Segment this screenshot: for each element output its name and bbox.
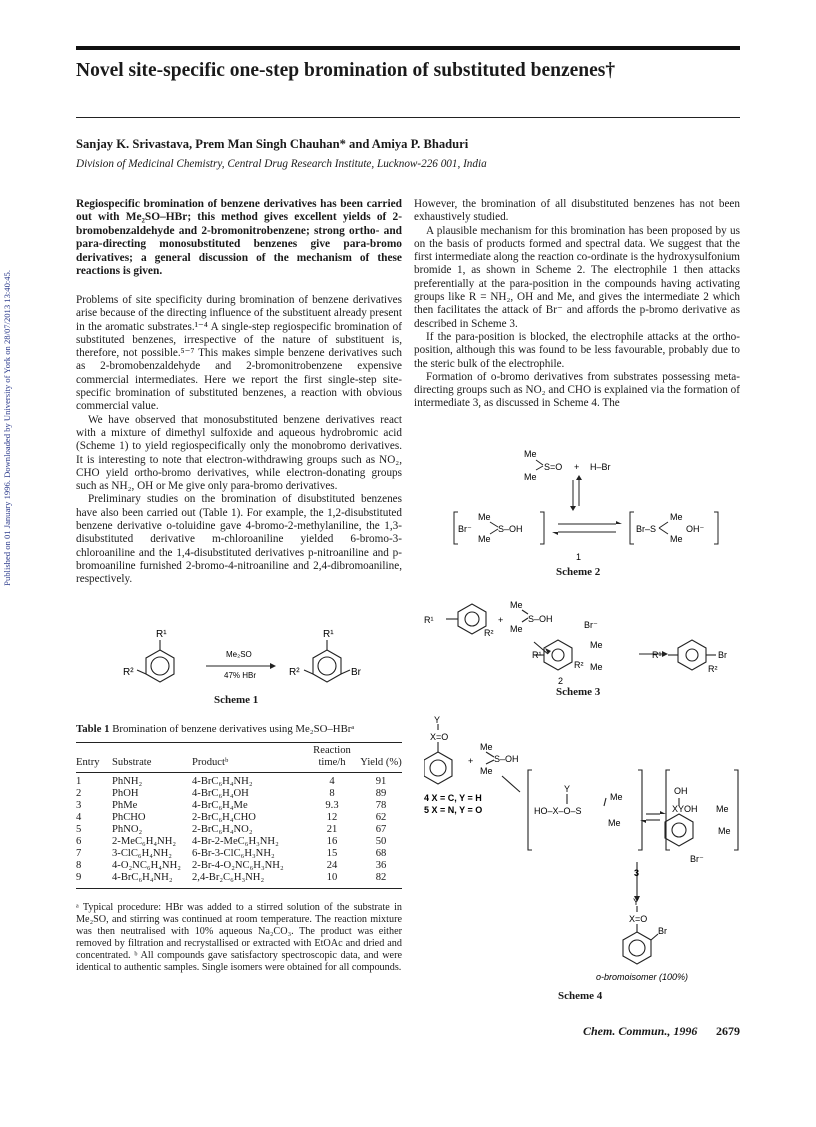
arrow-head — [270, 663, 276, 669]
col-header: Productᵇ — [192, 757, 229, 768]
col-header: Substrate — [112, 757, 152, 768]
table-cell: 2-MeC₆H₄NH₂ — [112, 836, 177, 847]
table-cell: 24 — [326, 860, 338, 871]
table-cell: 4-Br-2-MeC₆H₃NH₂ — [192, 836, 279, 847]
svg-text:XYOH: XYOH — [672, 804, 698, 814]
table-row — [76, 824, 402, 836]
svg-text:Me: Me — [510, 624, 523, 634]
table-cell: 5 — [76, 824, 82, 835]
scheme-4-caption: Scheme 4 — [558, 990, 603, 1002]
svg-text:Me: Me — [480, 742, 493, 752]
paragraph: Problems of site specificity during bromination of benzene derivatives arise because of the directing influence of the substituent already present in the aromatic substrates.¹⁻⁴ A single-step regiospecific bromination of substituted benzenes, irrespective of the nature of substituent is, therefore, not possible.⁵⁻⁷ This makes simple benzene derivatives such as 2-bromobenzaldehyde and 2-bromonitrobenzene expensive commercial intermediates. Here we report the first single-step site-specific bromination of substituted benzenes, a reaction with obvious commercial value. — [76, 294, 402, 413]
col-header: Reaction time/h — [313, 745, 351, 768]
col-header: Yield (%) — [360, 757, 402, 768]
svg-text:S–OH: S–OH — [498, 524, 523, 534]
svg-text:S–OH: S–OH — [494, 754, 519, 764]
svg-text:S=O: S=O — [544, 462, 563, 472]
br-label: Br — [351, 667, 361, 678]
table-cell: 67 — [375, 824, 387, 835]
table-cell: 4 — [329, 776, 335, 787]
table-cell: 89 — [375, 788, 387, 799]
article-title: Novel site-specific one-step bromination of substituted benzenes† — [76, 60, 616, 81]
svg-text:Me: Me — [670, 512, 683, 522]
table-cell: 1 — [76, 776, 82, 787]
compound-1-label: 1 — [576, 552, 582, 562]
table-cell: 10 — [326, 872, 338, 883]
table-cell: 12 — [326, 812, 338, 823]
download-watermark: Published on 01 January 1996. Downloaded by University of York on 28/07/2013 13:40:45. — [2, 270, 12, 586]
scheme-2-caption: Scheme 2 — [556, 566, 601, 578]
table-row — [76, 800, 402, 812]
scheme-1-caption: Scheme 1 — [214, 694, 259, 706]
svg-text:Me: Me — [510, 600, 523, 610]
table-cell: 2 — [76, 788, 82, 799]
table-cell: 16 — [326, 836, 338, 847]
table-cell: PhNO₂ — [112, 824, 143, 835]
table-cell: 2,4-Br₂C₆H₃NH₂ — [192, 872, 265, 883]
svg-text:R¹: R¹ — [424, 615, 434, 625]
title-rule — [76, 117, 740, 118]
svg-text:Br⁻: Br⁻ — [690, 854, 704, 864]
affiliation: Division of Medicinal Chemistry, Central Drug Research Institute, Lucknow-226 001, India — [76, 158, 487, 170]
abstract: Regiospecific bromination of benzene derivatives has been carried out with Me₂SO–HBr; this method gives excellent yields of 2-bromobenzaldehyde and 2-bromonitrobenzene; strong ortho- and para-directing monosubstituted benzenes give para-bromo derivatives; a general discussion of the mechanism of these reactions is given. — [76, 198, 402, 278]
right-column-body — [414, 198, 740, 411]
svg-text:Y: Y — [564, 784, 571, 794]
scheme-3-caption: Scheme 3 — [556, 686, 601, 698]
data-table — [76, 742, 402, 889]
table-cell: 4-BrC₆H₄NH₂ — [112, 872, 173, 883]
svg-text:Me: Me — [610, 792, 623, 802]
table-row — [76, 860, 402, 872]
table-row — [76, 812, 402, 824]
table-cell: 91 — [375, 776, 387, 787]
svg-text:Y: Y — [633, 897, 640, 907]
top-rule — [76, 46, 740, 50]
svg-text:H–Br: H–Br — [590, 462, 611, 472]
table-cell: PhOH — [112, 788, 139, 799]
reagent-top: Me₂SO — [226, 650, 252, 659]
svg-text:Me: Me — [478, 512, 491, 522]
svg-text:X=O: X=O — [430, 732, 449, 742]
table-row — [76, 773, 402, 789]
table-cell: 3-ClC₆H₄NH₂ — [112, 848, 172, 859]
svg-text:Me: Me — [716, 804, 729, 814]
table-cell: 4-BrC₆H₄OH — [192, 788, 249, 799]
table-cell: PhMe — [112, 800, 138, 811]
compound-2-label: 2 — [558, 676, 564, 686]
r2-label: R² — [123, 667, 134, 678]
table-cell: 4 — [76, 812, 82, 823]
table-cell: 2-BrC₆H₄NO₂ — [192, 824, 253, 835]
table-cell: 4-BrC₆H₄Me — [192, 800, 248, 811]
table-cell: 82 — [375, 872, 387, 883]
paragraph: However, the bromination of all disubstituted benzenes has not been exhaustively studied. — [414, 198, 740, 224]
table-row — [76, 836, 402, 848]
benzene-ring — [313, 650, 341, 682]
table-row — [76, 788, 402, 800]
svg-text:+: + — [574, 462, 580, 472]
page-number: 2679 — [716, 1024, 740, 1038]
svg-text:S–OH: S–OH — [528, 614, 553, 624]
svg-text:Br: Br — [658, 926, 667, 936]
table-cell: 4-BrC₆H₄NH₂ — [192, 776, 253, 787]
svg-text:Me: Me — [590, 662, 603, 672]
table-cell: PhCHO — [112, 812, 146, 823]
svg-text:Me: Me — [590, 640, 603, 650]
table-cell: 6-Br-3-ClC₆H₃NH₂ — [192, 848, 275, 859]
r1-label: R¹ — [323, 629, 334, 640]
table-cell: 62 — [375, 812, 387, 823]
table-cell: 7 — [76, 848, 82, 859]
table-cell: 15 — [326, 848, 338, 859]
col-header: Entry — [76, 757, 100, 768]
table-cell: 2-BrC₆H₄CHO — [192, 812, 256, 823]
table-cell: 4-O₂NC₆H₄NH₂ — [112, 860, 181, 871]
svg-text:Me: Me — [478, 534, 491, 544]
table-cell: 6 — [76, 836, 82, 847]
svg-text:Me: Me — [718, 826, 731, 836]
table-cell: 36 — [375, 860, 387, 871]
journal-name: Chem. Commun., 1996 — [583, 1024, 698, 1038]
svg-text:Me: Me — [524, 449, 537, 459]
table-cell: 2-Br-4-O₂NC₆H₃NH₂ — [192, 860, 284, 871]
compound-3-label: 3 — [634, 868, 640, 878]
svg-text:+: + — [498, 615, 504, 625]
paragraph: We have observed that monosubstituted benzene derivatives react with a mixture of dimethyl sulfoxide and aqueous hydrobromic acid (Scheme 1) to yield regiospecifically only the monobromo derivatives. It is interesting to note that electron-withdrawing groups such as NO₂, CHO yield ortho-bromo derivatives, while electron-donating groups such as NH₂, OH or Me give only para-bromo derivatives. — [76, 413, 402, 493]
r1-label: R¹ — [156, 629, 167, 640]
benzene-ring — [146, 650, 174, 682]
paragraph: Preliminary studies on the bromination of disubstituted benzenes have also been carried out (Table 1). For example, the 1,2-disubstituted benzene derivative o-toluidine gave 4-bromo-2-methylaniline, the 1,3-disubstituted derivative m-chloroaniline yielded 6-bromo-3-chloroaniline and the 1,4-disubstituted derivatives p-nitroaniline and p-bromoaniline furnished 2-bromo-4-nitroaniline and 2,4-dibromoaniline, respectively. — [76, 493, 402, 586]
svg-text:OH: OH — [674, 786, 688, 796]
svg-text:Br–S: Br–S — [636, 524, 657, 534]
svg-text:Br⁻: Br⁻ — [458, 524, 472, 534]
table-row — [76, 872, 402, 884]
svg-text:Br: Br — [718, 650, 727, 660]
svg-text:Me: Me — [524, 472, 537, 482]
paragraph: If the para-position is blocked, the electrophile attacks at the ortho-position, although this was found to be less favourable, probably due to the steric bulk of the electrophile. — [414, 330, 740, 370]
authors: Sanjay K. Srivastava, Prem Man Singh Chauhan* and Amiya P. Bhaduri — [76, 137, 469, 151]
table-cell: 8 — [329, 788, 335, 799]
paragraph: A plausible mechanism for this bromination has been proposed by us on the basis of products formed and spectral data. We suggest that the first intermediate along the reaction co-ordinate is the hydroxysulfonium bromide 1, as shown in Scheme 2. The electrophile 1 then attacks preferentially at the para-position in the compounds having activating groups like R = NH₂, OH and Me, and gives the intermediate 2 which then facilitates the attack of Br⁻ and affords the p-bromo derivative as described in Scheme 3. — [414, 224, 740, 330]
svg-text:R²: R² — [574, 660, 584, 670]
svg-text:Br⁻: Br⁻ — [584, 620, 598, 630]
table-caption: Table 1 Bromination of benzene derivatives using Me₂SO–HBrᵃ — [76, 723, 355, 735]
table-cell: 8 — [76, 860, 82, 871]
ring-circle — [151, 657, 169, 675]
svg-text:Me: Me — [480, 766, 493, 776]
svg-text:5 X = N, Y = O: 5 X = N, Y = O — [424, 805, 483, 815]
svg-text:R²: R² — [708, 664, 718, 674]
table-cell: 21 — [326, 824, 338, 835]
product-label: o-bromoisomer (100%) — [596, 972, 689, 982]
table-cell: 68 — [375, 848, 387, 859]
svg-text:HO–X–O–S: HO–X–O–S — [534, 806, 582, 816]
table-cell: 9.3 — [325, 800, 339, 811]
table-cell: 50 — [375, 836, 387, 847]
svg-text:OH⁻: OH⁻ — [686, 524, 705, 534]
table-cell: 78 — [375, 800, 387, 811]
table-cell: PhNH₂ — [112, 776, 143, 787]
reagent-bottom: 47% HBr — [224, 671, 257, 680]
scheme-3-diagram — [424, 596, 740, 686]
scheme-4-diagram — [424, 714, 740, 1010]
table-footnote: ᵃ Typical procedure: HBr was added to a stirred solution of the substrate in Me₂SO, and stirring was continued at room temperature. The reaction mixture was then neutralised with 10% aqueous Na₂CO₃. The product was either removed by filtration and recrystallised or extracted with EtOAc and dried and concentrated. ᵇ All compounds gave satisfactory spectroscopic data, and were identical to authentic samples. Single isomers were obtained for all compounds. — [76, 902, 402, 974]
table-row — [76, 848, 402, 860]
svg-text:Me: Me — [608, 818, 621, 828]
left-column-body — [76, 294, 402, 587]
svg-text:X=O: X=O — [629, 914, 648, 924]
svg-text:R²: R² — [484, 628, 494, 638]
svg-text:R¹: R¹ — [532, 650, 542, 660]
svg-text:Me: Me — [670, 534, 683, 544]
table-cell: 3 — [76, 800, 82, 811]
svg-text:+: + — [468, 756, 474, 766]
paragraph: Formation of o-bromo derivatives from substrates possessing meta-directing groups such as NO₂ and CHO is explained via the formation of intermediate 3, as discussed in Scheme 4. The — [414, 370, 740, 410]
table-cell: 9 — [76, 872, 82, 883]
table-header-row — [76, 745, 402, 769]
r2-label: R² — [289, 667, 300, 678]
svg-text:R¹: R¹ — [652, 650, 662, 660]
svg-text:4 X = C, Y = H: 4 X = C, Y = H — [424, 793, 482, 803]
svg-text:Y: Y — [434, 715, 441, 725]
